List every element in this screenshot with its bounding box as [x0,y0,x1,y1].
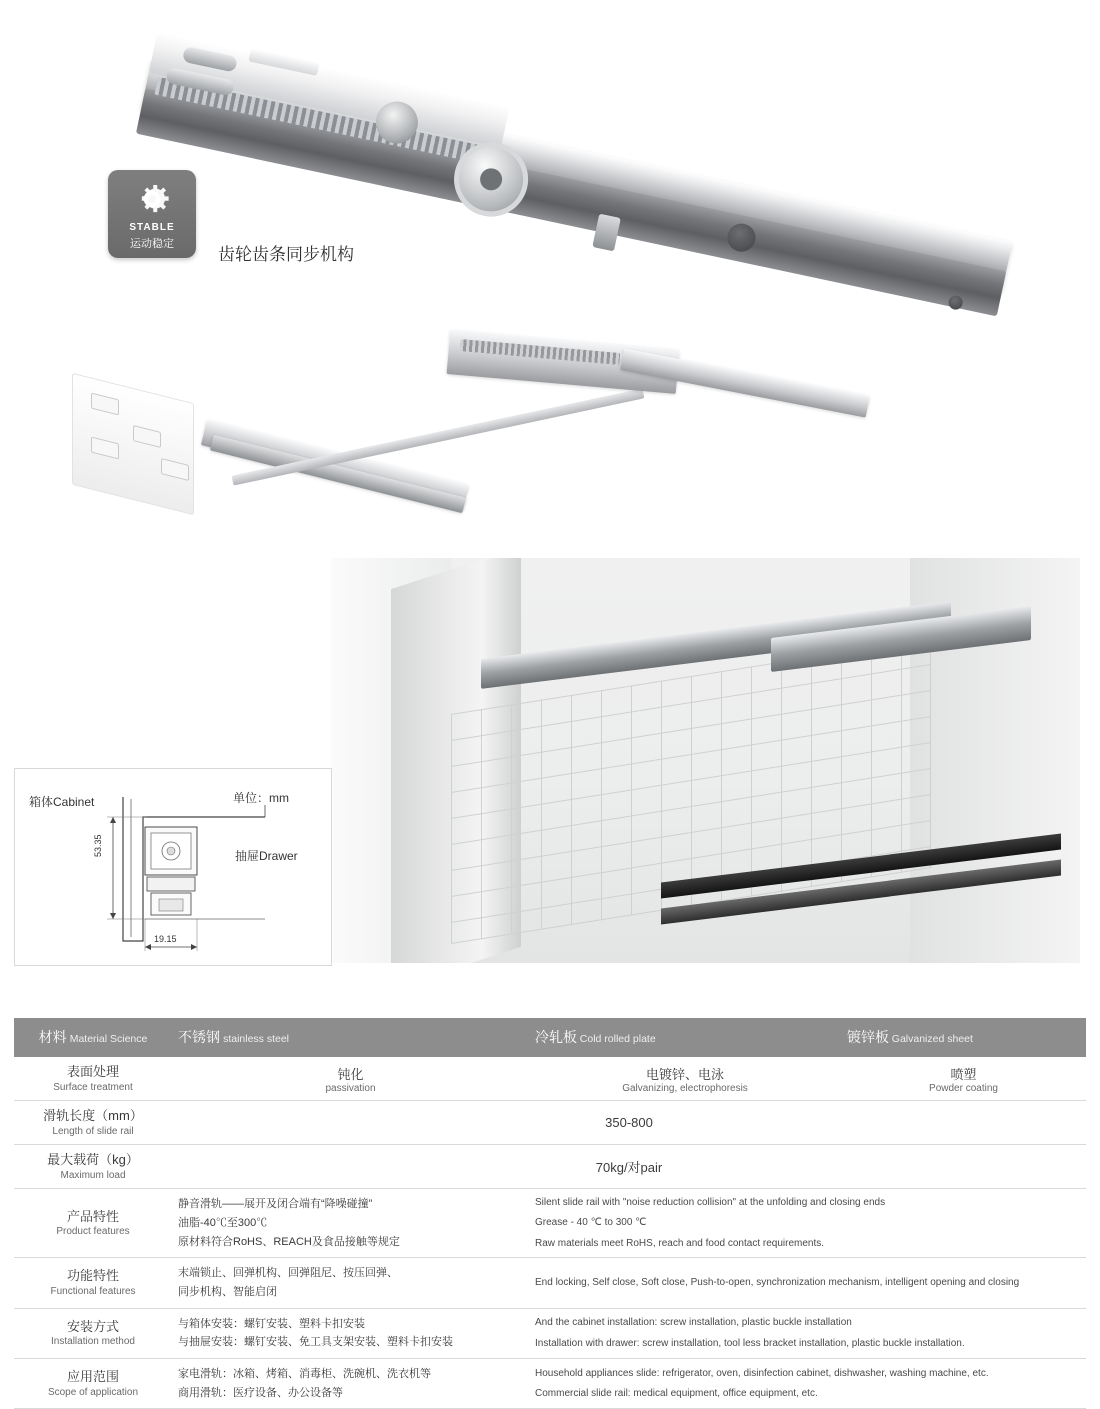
table-row [14,1145,1086,1189]
product-photo-slide-rail-pair [60,320,860,580]
mounting-bracket-plate [72,373,194,515]
header-cn: 镀锌板 [847,1029,889,1046]
table-row [14,1258,1086,1308]
table-row [14,1189,1086,1258]
badge-caption: 齿轮齿条同步机构 [218,245,354,264]
row-label-functional-features: 功能特性 Functional features [14,1258,172,1308]
table-row [14,1358,1086,1408]
cell-scope-cn: 家电滑轨：冰箱、烤箱、消毒柜、洗碗机、洗衣机等 商用滑轨：医疗设备、办公设备等 [172,1358,529,1408]
header-en: stainless steel [223,1033,290,1045]
row-label-installation-method: 安装方式 Installation method [14,1308,172,1358]
bracket-slot [133,425,161,448]
cell-scope-en: Household appliances slide: refrigerator, oven, disinfection cabinet, dishwasher, washing machine, etc. Commercial slide rail: medical equipment, office equipment, etc. [529,1358,1086,1408]
header-cn: 不锈钢 [178,1029,220,1045]
cabinet-label: 箱体Cabinet [29,795,95,809]
header-cell-stainless [172,1018,529,1057]
header-en: Cold rolled plate [579,1033,656,1046]
specification-table [14,1018,1086,1409]
header-cell-material [14,1018,172,1057]
row-label-scope-application: 应用范围 Scope of application [14,1358,172,1408]
cell-length-value: 350-800 [172,1101,1086,1145]
cell-powder-coating: 喷塑 Powder coating [841,1057,1086,1101]
rail-intermediate-member [136,88,1006,316]
row-label-length: 滑轨长度（mm） Length of slide rail [14,1101,172,1145]
header-cn: 冷轧板 [535,1029,577,1046]
cell-product-features-en: Silent slide rail with "noise reduction collision" at the unfolding and closing ends Grease - 40 ℃ to 300 ℃ Raw materials meet RoHS, reach and food contact requirements. [529,1189,1086,1258]
header-cn: 材料 [38,1029,67,1046]
cell-passivation: 钝化 passivation [172,1057,529,1101]
cell-functional-features-cn: 末端锁止、回弹机构、回弹阻尼、按压回弹、 同步机构、智能启闭 [172,1258,529,1308]
bracket-slot [161,458,189,481]
gear-icon [131,178,173,220]
cell-max-load-value: 70kg/对pair [172,1145,1086,1189]
header-cell-galvanized [841,1018,1086,1057]
badge-en-label: STABLE [129,222,175,233]
technical-drawing-cross-section [14,768,332,966]
table-row [14,1308,1086,1358]
cell-installation-cn: 与箱体安装：螺钉安装、塑料卡扣安装 与抽屉安装：螺钉安装、免工具支架安装、塑料卡扣安装 [172,1308,529,1358]
stable-badge [108,170,196,258]
height-dimension-label: 53.35 [93,834,103,857]
header-cell-cold-rolled [529,1018,841,1057]
application-photo-cabinet-basket [331,558,1080,963]
row-label-product-features: 产品特性 Product features [14,1189,172,1258]
row-label-max-load: 最大载荷（kg） Maximum load [14,1145,172,1189]
row-label-surface-treatment: 表面处理 Surface treatment [14,1057,172,1101]
width-dimension-label: 19.15 [154,934,177,944]
badge-cn-label: 运动稳定 [130,238,174,250]
bracket-slot [91,393,119,416]
drawer-label: 抽屉Drawer [235,849,298,863]
header-en: Material Science [69,1033,148,1046]
cell-galvanizing: 电镀锌、电泳 Galvanizing, electrophoresis [529,1057,841,1101]
cell-functional-features-en: End locking, Self close, Soft close, Push-to-open, synchronization mechanism, intelligent opening and closing [529,1258,1086,1308]
unit-label: 单位：mm [233,791,289,805]
table-row [14,1101,1086,1145]
cell-product-features-cn: 静音滑轨——展开及闭合端有“降噪碰撞” 油脂-40℃至300℃ 原材料符合RoHS、REACH及食品接触等规定 [172,1189,529,1258]
table-row [14,1057,1086,1101]
cell-installation-en: And the cabinet installation: screw installation, plastic buckle installation Installation with drawer: screw installation, tool less bracket installation, plastic buckle installation. [529,1308,1086,1358]
header-en: Galvanized sheet [891,1033,973,1046]
bracket-slot [91,437,119,460]
table-header-row [14,1018,1086,1057]
synchronizer-bar [232,388,645,485]
